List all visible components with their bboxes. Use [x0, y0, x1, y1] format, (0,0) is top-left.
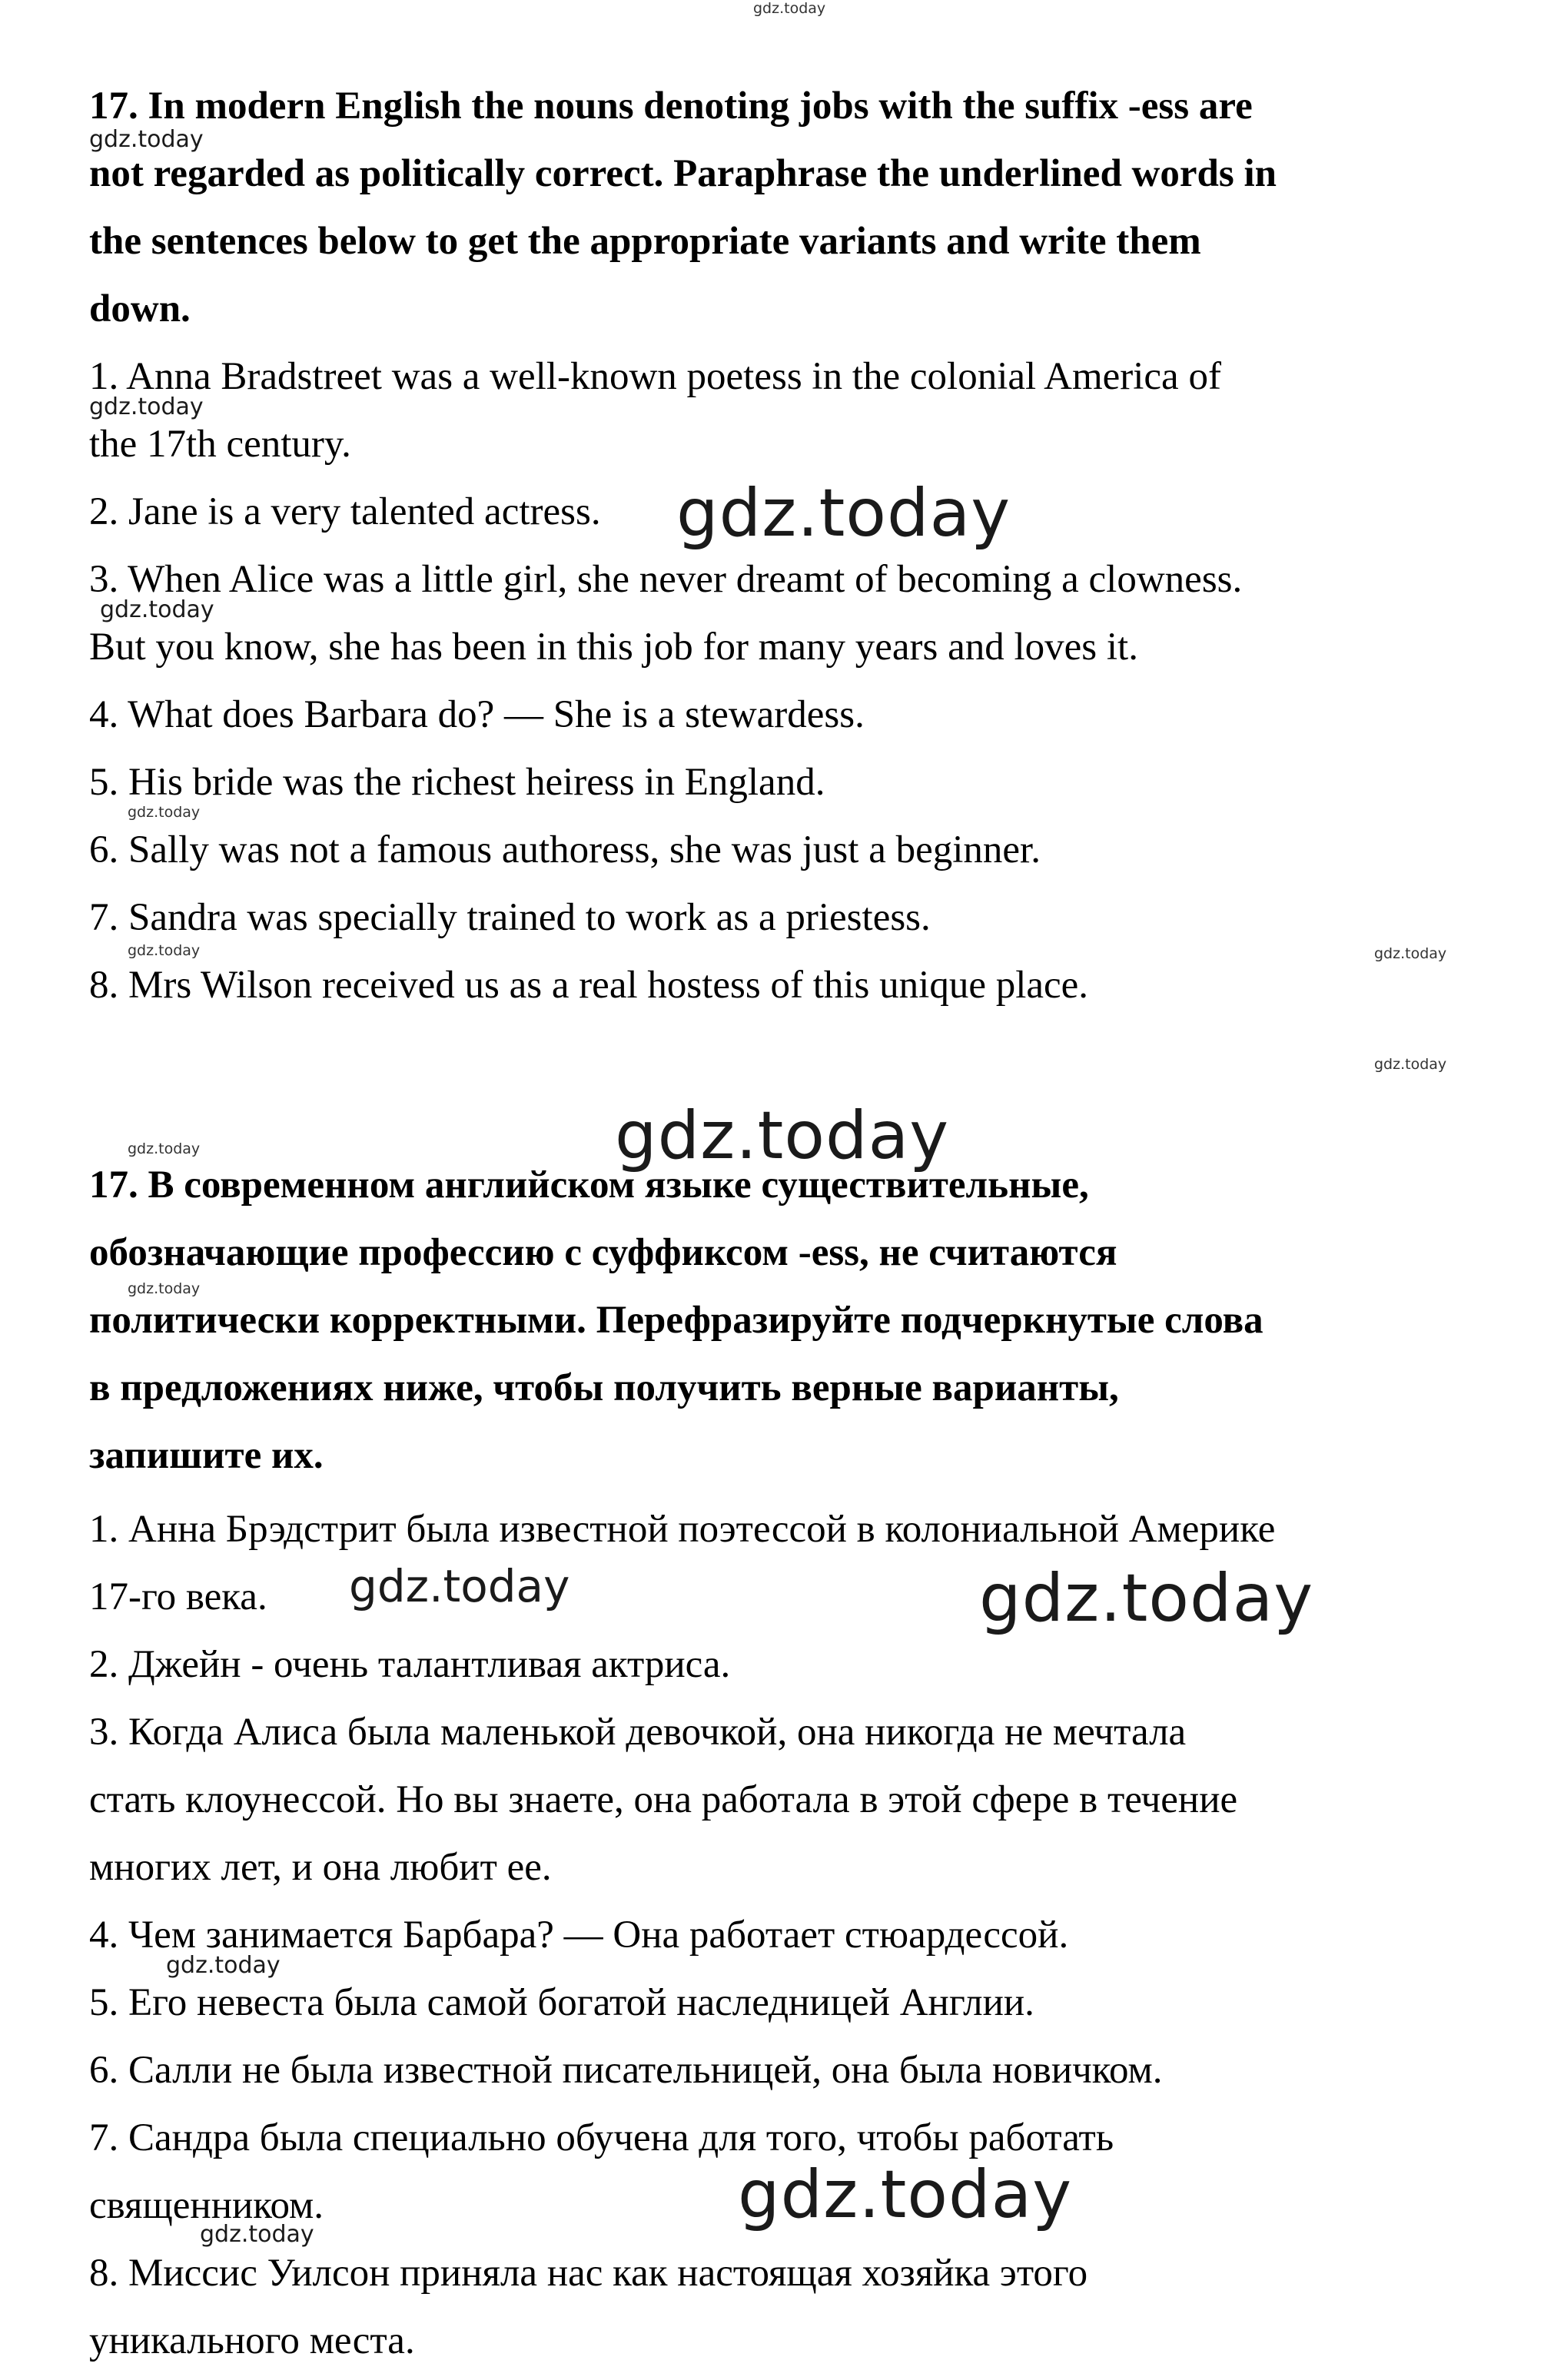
heading-line: down. [89, 287, 191, 330]
sentence-line: 4. What does Barbara do? — She is a stewardess. [89, 693, 865, 736]
sentence-line: 7. Sandra was specially trained to work as a priestess. [89, 896, 931, 939]
sentence-line: 5. Его невеста была самой богатой наследницей Англии. [89, 1981, 1034, 2024]
watermark: gdz.today [979, 1560, 1314, 1637]
sentence-line: 5. His bride was the richest heiress in England. [89, 761, 825, 804]
heading-line: политически корректными. Перефразируйте подчеркнутые слова [89, 1299, 1263, 1342]
watermark: gdz.today [166, 1952, 281, 1979]
watermark: gdz.today [100, 596, 214, 623]
sentence-line: 7. Сандра была специально обучена для того, чтобы работать [89, 2116, 1114, 2159]
watermark: gdz.today [738, 2156, 1073, 2233]
sentence-line: 17-го века. [89, 1575, 267, 1618]
sentence-line: уникального места. [89, 2319, 415, 2362]
watermark: gdz.today [1374, 1056, 1447, 1073]
heading-line: 17. In modern English the nouns denoting jobs with the suffix -ess are [89, 85, 1253, 128]
watermark: gdz.today [200, 2221, 314, 2248]
watermark: gdz.today [128, 1280, 201, 1297]
sentence-line: 3. Когда Алиса была маленькой девочкой, она никогда не мечтала [89, 1711, 1187, 1754]
sentence-line: священником. [89, 2184, 324, 2227]
sentence-line: 8. Mrs Wilson received us as a real hostess of this unique place. [89, 964, 1089, 1007]
sentence-line: 1. Анна Брэдстрит была известной поэтессой в колониальной Америке [89, 1508, 1276, 1551]
sentence-line: 3. When Alice was a little girl, she never dreamt of becoming a clowness. [89, 558, 1243, 601]
watermark: gdz.today [753, 0, 826, 17]
watermark: gdz.today [89, 126, 204, 153]
heading-line: в предложениях ниже, чтобы получить верные варианты, [89, 1366, 1119, 1409]
watermark: gdz.today [128, 804, 201, 821]
watermark: gdz.today [676, 475, 1011, 552]
sentence-line: 2. Джейн - очень талантливая актриса. [89, 1643, 731, 1686]
sentence-line: 1. Anna Bradstreet was a well-known poetess in the colonial America of [89, 355, 1221, 398]
watermark: gdz.today [615, 1097, 950, 1174]
sentence-line: the 17th century. [89, 423, 351, 466]
sentence-line: 2. Jane is a very talented actress. [89, 490, 601, 533]
sentence-line: многих лет, и она любит ее. [89, 1846, 552, 1889]
watermark: gdz.today [349, 1560, 570, 1612]
sentence-line: 8. Миссис Уилсон приняла нас как настоящая хозяйка этого [89, 2252, 1088, 2295]
sentence-line: 6. Sally was not a famous authoress, she was just a beginner. [89, 828, 1041, 871]
heading-line: запишите их. [89, 1434, 324, 1477]
heading-line: the sentences below to get the appropriate variants and write them [89, 220, 1201, 263]
heading-line: 17. В современном английском языке существительные, [89, 1163, 1089, 1207]
watermark: gdz.today [89, 393, 204, 420]
heading-line: обозначающие профессию с суффиксом -ess, не считаются [89, 1231, 1117, 1274]
sentence-line: But you know, she has been in this job for many years and loves it. [89, 626, 1138, 669]
sentence-line: 6. Салли не была известной писательницей, она была новичком. [89, 2049, 1163, 2092]
heading-line: not regarded as politically correct. Paraphrase the underlined words in [89, 152, 1277, 195]
sentence-line: 4. Чем занимается Барбара? — Она работает стюардессой. [89, 1914, 1069, 1957]
watermark: gdz.today [128, 1140, 201, 1157]
watermark: gdz.today [1374, 945, 1447, 962]
watermark: gdz.today [128, 942, 201, 959]
sentence-line: стать клоунессой. Но вы знаете, она работала в этой сфере в течение [89, 1778, 1238, 1821]
